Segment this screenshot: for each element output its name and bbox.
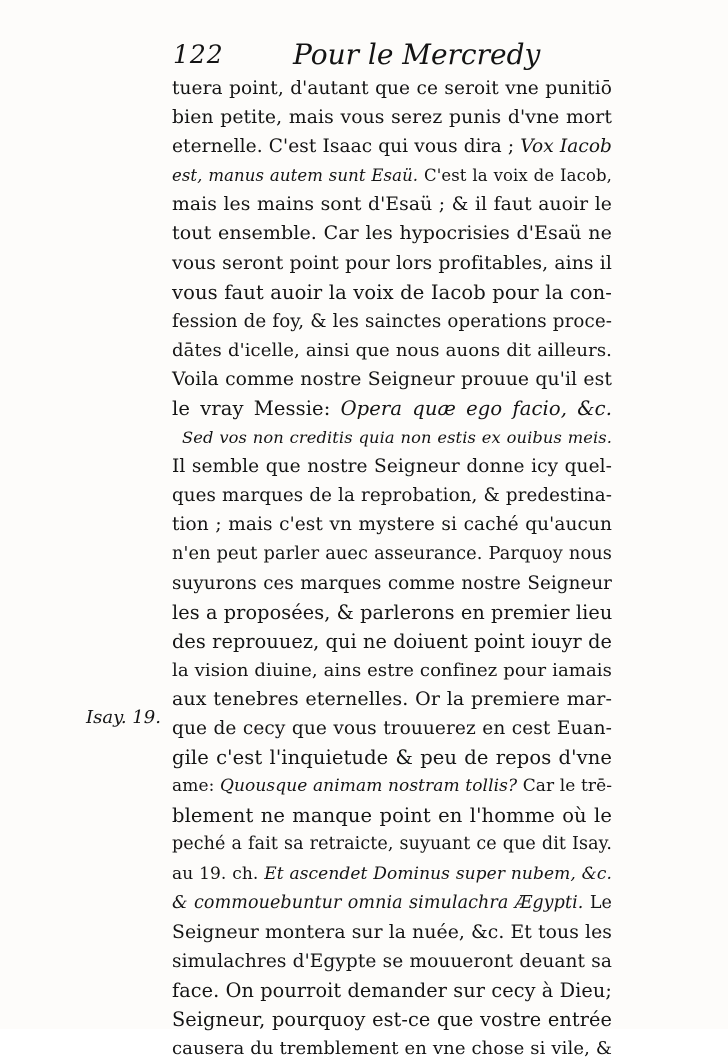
text-line <box>172 307 612 336</box>
running-title: Pour le Mercredy <box>293 38 541 71</box>
text-span: aux tenebres eternelles. Or la premiere mar- <box>172 687 612 710</box>
text-line <box>172 976 612 1005</box>
text-span: suyurons ces marques comme nostre Seigneur <box>172 572 612 594</box>
italic-text: est, manus autem sunt Esaü. <box>172 166 419 186</box>
page-number: 122 <box>173 40 224 69</box>
text-span: Seigneur, pourquoy est-ce que vostre entrée <box>172 1008 612 1031</box>
italic-text: Vox Iacob <box>520 136 612 158</box>
text-line <box>172 132 612 161</box>
text-line <box>172 656 612 685</box>
text-line <box>172 627 612 656</box>
text-line <box>172 1005 612 1034</box>
text-line <box>172 423 612 452</box>
italic-text: & commouebuntur omnia simulachra Ægypti. <box>172 892 584 913</box>
italic-text: Sed vos non creditis quia non estis ex ouibus meis. <box>182 428 612 448</box>
text-span: gile c'est l'inquietude & peu de repos d'vne <box>172 746 612 770</box>
text-line <box>172 1034 612 1063</box>
text-line <box>172 540 612 569</box>
text-line <box>172 510 612 539</box>
text-span: fession de foy, & les sainctes operations proce- <box>172 310 612 332</box>
body-text <box>172 74 612 1063</box>
text-line <box>172 481 612 510</box>
text-line <box>172 249 612 278</box>
text-span: Voila comme nostre Seigneur prouue qu'il est <box>172 368 612 390</box>
text-span: peché a fait sa retraicte, suyuant ce que dit Isay. <box>172 834 612 855</box>
text-span: eternelle. C'est Isaac qui vous dira ; <box>172 136 521 158</box>
text-line <box>172 947 612 976</box>
text-line <box>172 918 612 947</box>
text-span: Il semble que nostre Seigneur donne icy quel- <box>172 456 612 478</box>
text-line <box>172 772 612 801</box>
text-span: vous faut auoir la voix de Iacob pour la con- <box>172 280 612 304</box>
text-span: dātes d'icelle, ainsi que nous auons dit ailleurs. <box>172 339 612 361</box>
text-span: au 19. ch. <box>172 863 265 884</box>
text-line <box>172 219 612 248</box>
text-line <box>172 830 612 859</box>
text-line <box>172 743 612 772</box>
text-span: vous seront point pour lors profitables, ains il <box>172 252 612 274</box>
text-line <box>172 889 612 918</box>
text-line <box>172 714 612 743</box>
text-span: Seigneur montera sur la nuée, &c. Et tous les <box>172 921 612 943</box>
text-span: simulachres d'Egypte se mouueront deuant sa <box>172 950 612 972</box>
text-line <box>172 190 612 219</box>
text-span: face. On pourroit demander sur cecy à Dieu; <box>172 978 612 1002</box>
text-line <box>172 278 612 307</box>
text-line <box>172 860 612 889</box>
text-line <box>172 103 612 132</box>
text-span: des reprouuez, qui ne doiuent point iouyr de <box>172 629 612 653</box>
text-span: Car le trē- <box>517 776 613 797</box>
text-span: causera du tremblement en vne chose si vile, & <box>172 1038 612 1060</box>
text-span: ame: <box>172 776 220 797</box>
text-span: le vray Messie: <box>172 397 341 421</box>
text-span: la vision diuine, ains estre confinez pour iamais <box>172 659 612 681</box>
margin-note: Isay. 19. <box>86 707 161 728</box>
text-span: blement ne manque point en l'homme où le <box>172 804 612 828</box>
text-line <box>172 161 612 190</box>
text-span: que de cecy que vous trouuerez en cest Euan- <box>172 718 612 740</box>
text-span: mais les mains sont d'Esaü ; & il faut auoir le <box>172 194 612 216</box>
text-span: bien petite, mais vous serez punis d'vne mort <box>172 107 612 129</box>
text-line <box>172 569 612 598</box>
text-span: tion ; mais c'est vn mystere si caché qu'aucun <box>172 514 612 536</box>
text-line <box>172 452 612 481</box>
text-line <box>172 394 612 423</box>
text-span: n'en peut parler auec asseurance. Parquoy nous <box>172 543 612 564</box>
text-line <box>172 598 612 627</box>
italic-text: Quousque animam nostram tollis? <box>219 776 518 797</box>
text-span: ques marques de la reprobation, & predestina- <box>172 485 612 507</box>
text-span: C'est la voix de Iacob, <box>418 166 612 186</box>
text-span: tout ensemble. Car les hypocrisies d'Esaü ne <box>172 222 612 245</box>
text-line <box>172 685 612 714</box>
text-line <box>172 801 612 830</box>
italic-text: Opera quæ ego facio, &c. <box>340 397 612 421</box>
text-line <box>172 365 612 394</box>
text-span: Le <box>583 892 612 913</box>
text-line <box>172 336 612 365</box>
italic-text: Et ascendet Dominus super nubem, &c. <box>264 863 612 884</box>
text-line <box>172 74 612 103</box>
text-span: tuera point, d'autant que ce seroit vne punitiō <box>172 78 612 99</box>
text-span: les a proposées, & parlerons en premier lieu <box>172 600 613 624</box>
